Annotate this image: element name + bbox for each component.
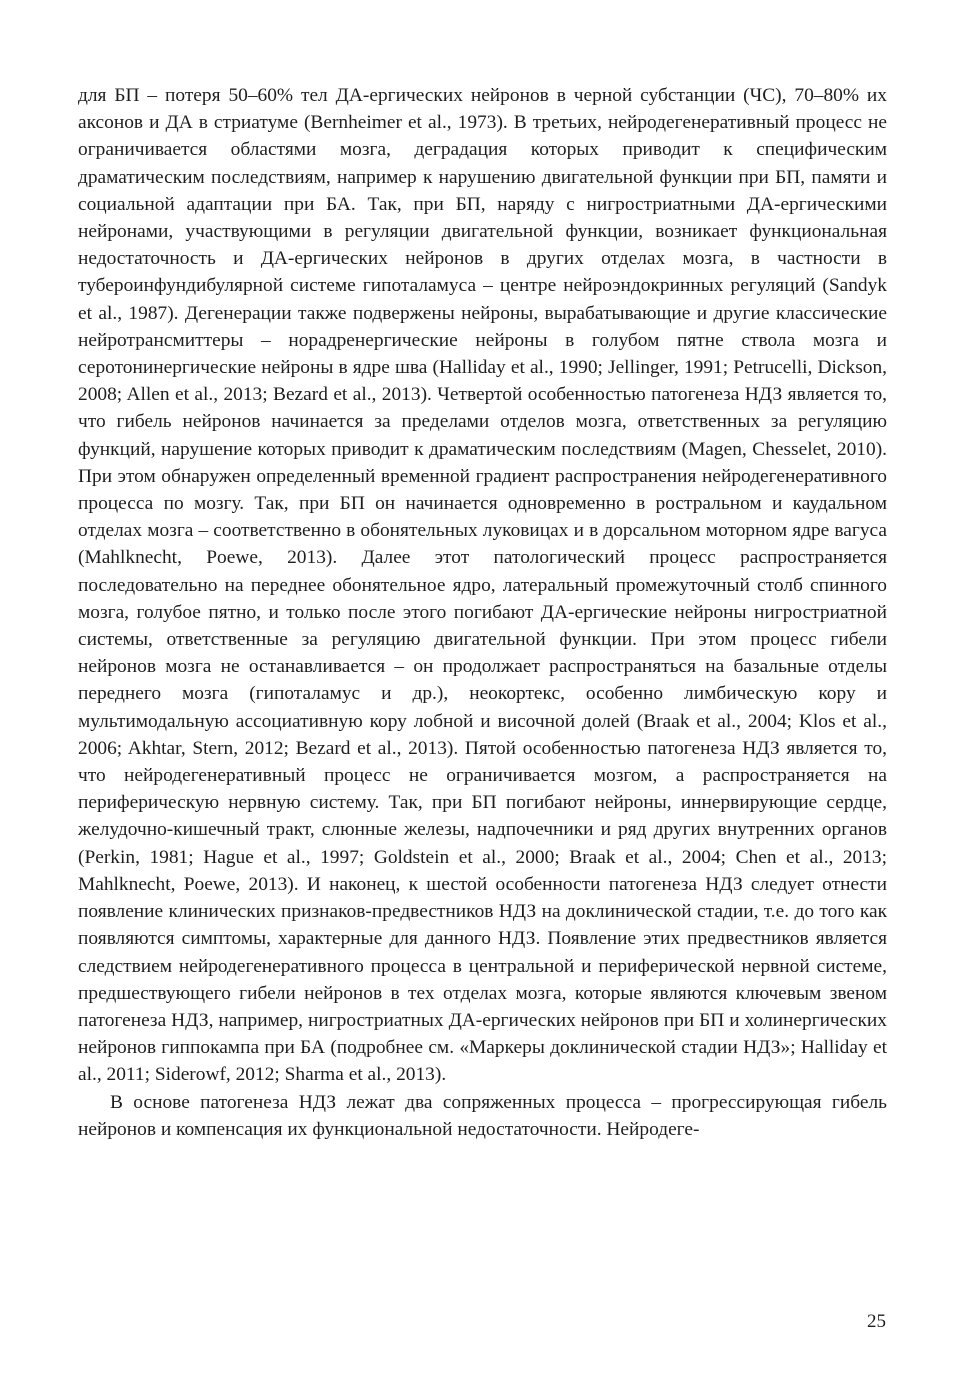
page-number: 25 xyxy=(867,1311,886,1332)
document-page xyxy=(78,82,887,1143)
body-paragraph-2: В основе патогенеза НДЗ лежат два сопряженных процесса – прогрессирующая гибель нейронов и компенсация их функциональной недостаточности. Нейродеге- xyxy=(78,1091,887,1140)
body-paragraph-1: для БП – потеря 50–60% тел ДА-ергических нейронов в черной субстанции (ЧС), 70–80% их аксонов и ДА в стриатуме (Bernheimer et al., 1973). В третьих, нейродегенеративный процесс не ограничивается областями мозга, деградация которых приводит к специфическим драматическим последствиям, например к нарушению двигательной функции при БП, памяти и социальной адаптации при БА. Так, при БП, наряду с нигростриатными ДА-ергическими нейронами, участвующими в регуляции двигательной функции, возникает функциональная недостаточность и ДА-ергических нейронов в других отделах мозга, в частности в тубероинфундибулярной системе гипоталамуса – центре нейроэндокринных регуляций (Sandyk et al., 1987). Дегенерации также подвержены нейроны, вырабатывающие и другие классические нейротрансмиттеры – норадренергические нейроны в голубом пятне ствола мозга и серотонинергические нейроны в ядре шва (Halliday et al., 1990; Jellinger, 1991; Petrucelli, Dickson, 2008; Allen et al., 2013; Bezard et al., 2013). Четвертой особенностью патогенеза НДЗ является то, что гибель нейронов начинается за пределами отделов мозга, ответственных за регуляцию функций, нарушение которых приводит к драматическим последствиям (Magen, Chesselet, 2010). При этом обнаружен определенный временной градиент распространения нейродегенеративного процесса по мозгу. Так, при БП он начинается одновременно в ростральном и каудальном отделах мозга – соответственно в обонятельных луковицах и в дорсальном моторном ядре вагуса (Mahlknecht, Poewe, 2013). Далее этот патологический процесс распространяется последовательно на переднее обонятельное ядро, латеральный промежуточный столб спинного мозга, голубое пятно, и только после этого погибают ДА-ергические нейроны нигростриатной системы, ответственные за регуляцию двигательной функции. При этом процесс гибели нейронов мозга не останавливается – он продолжает распространяться на базальные отделы переднего мозга (гипоталамус и др.), неокортекс, особенно лимбическую кору и мультимодальную ассоциативную кору лобной и височной долей (Braak et al., 2004; Klos et al., 2006; Akhtar, Stern, 2012; Bezard et al., 2013). Пятой особенностью патогенеза НДЗ является то, что нейродегенеративный процесс не ограничивается мозгом, а распространяется на периферическую нервную систему. Так, при БП погибают нейроны, иннервирующие сердце, желудочно-кишечный тракт, слюнные железы, надпочечники и ряд других внутренних органов (Perkin, 1981; Hague et al., 1997; Goldstein et al., 2000; Braak et al., 2004; Chen et al., 2013; Mahlknecht, Poewe, 2013). И наконец, к шестой особенности патогенеза НДЗ следует отнести появление клинических признаков-предвестников НДЗ на доклинической стадии, т.е. до того как появляются симптомы, характерные для данного НДЗ. Появление этих предвестников является следствием нейродегенеративного процесса в центральной и периферической нервной системе, предшествующего гибели нейронов в тех отделах мозга, которые являются ключевым звеном патогенеза НДЗ, например, нигростриатных ДА-ергических нейронов при БП и холинергических нейронов гиппокампа при БА (подробнее см. «Маркеры доклинической стадии НДЗ»; Halliday et al., 2011; Siderowf, 2012; Sharma et al., 2013). xyxy=(78,85,887,1086)
